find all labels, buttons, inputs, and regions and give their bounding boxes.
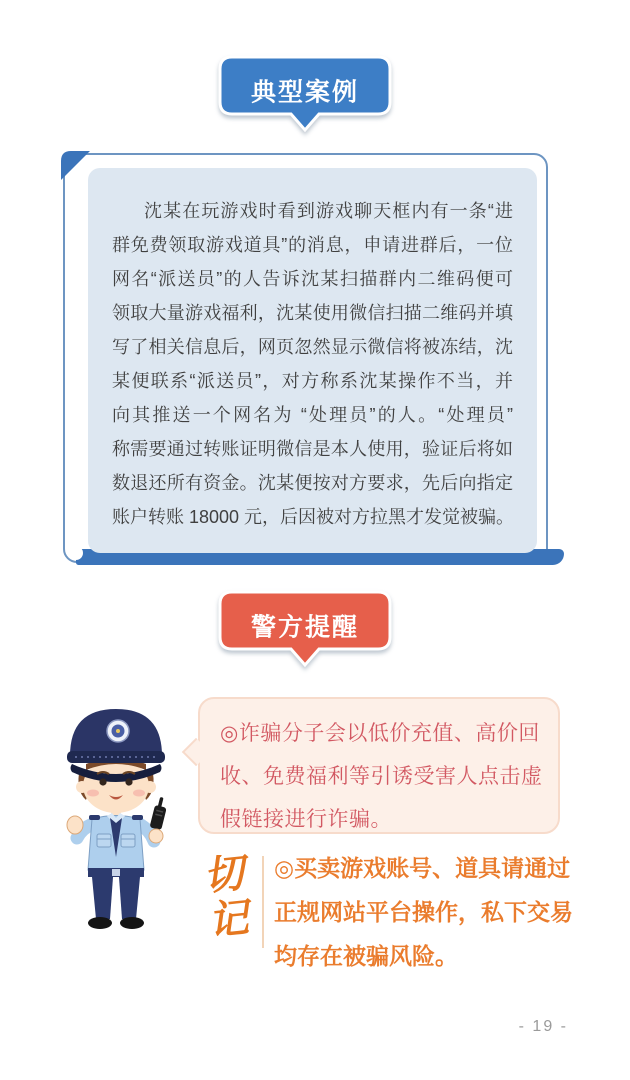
remember-title-char: 切 (201, 849, 246, 901)
page-number: - 19 - (518, 1018, 568, 1035)
remember-title-char: 记 (206, 893, 251, 945)
reminder-banner-label: 警方提醒 (250, 613, 360, 642)
reminder-banner (217, 589, 393, 669)
case-banner (217, 54, 393, 134)
case-text-line: 写了相关信息后，网页忽然显示微信将被冻结，沈 (112, 337, 513, 357)
walkie-talkie-icon (150, 796, 169, 830)
case-text-line: 沈某在玩游戏时看到游戏聊天框内有一条“进 (144, 201, 513, 221)
remember-text-line: ◎买卖游戏账号、道具请通过 (274, 855, 571, 881)
case-text-line: 数退还所有资金。沈某便按对方要求，先后向指定 (112, 473, 513, 493)
case-text-line: 群免费领取游戏道具”的消息，申请进群后，一位 (112, 235, 513, 255)
bubble-text-line: 收、免费福利等引诱受害人点击虚 (220, 765, 543, 788)
remember-text-line: 正规网站平台操作，私下交易 (274, 899, 573, 925)
case-text-line: 网名“派送员”的人告诉沈某扫描群内二维码便可 (112, 269, 513, 289)
case-card-bar-notch (69, 546, 83, 560)
blush-left (87, 790, 99, 797)
case-text-line: 称需要通过转账证明微信是本人使用，验证后将如 (112, 439, 513, 459)
police-shirt (88, 813, 144, 870)
remember-divider (262, 856, 264, 948)
speech-bubble (198, 697, 560, 834)
case-text-line: 某便联系“派送员”，对方称系沈某操作不当，并 (112, 371, 513, 391)
case-card (88, 168, 537, 553)
pants-left (92, 877, 113, 919)
police-officer-illustration (46, 694, 181, 944)
case-text-line: 账户转账 18000 元，后因被对方拉黑才发觉被骗。 (112, 507, 515, 527)
case-text-line: 领取大量游戏福利，沈某使用微信扫描二维码并填 (112, 303, 513, 323)
bubble-text-line: ◎诈骗分子会以低价充值、高价回 (220, 722, 540, 745)
fist-left (67, 816, 83, 834)
shoe-right (120, 917, 144, 929)
blush-right (133, 790, 145, 797)
remember-title (195, 850, 256, 945)
remember-text-line: 均存在被骗风险。 (274, 943, 458, 969)
case-text-line: 向其推送一个网名为 “处理员”的人。“处理员” (112, 405, 513, 425)
bubble-text-line: 假链接进行诈骗。 (220, 808, 392, 831)
shoe-left (88, 917, 112, 929)
hand-right (149, 829, 163, 843)
eye-left (99, 778, 106, 785)
pants-right (119, 877, 140, 919)
eye-right (125, 778, 132, 785)
page-fold-icon (61, 151, 91, 181)
case-banner-label: 典型案例 (250, 78, 360, 107)
